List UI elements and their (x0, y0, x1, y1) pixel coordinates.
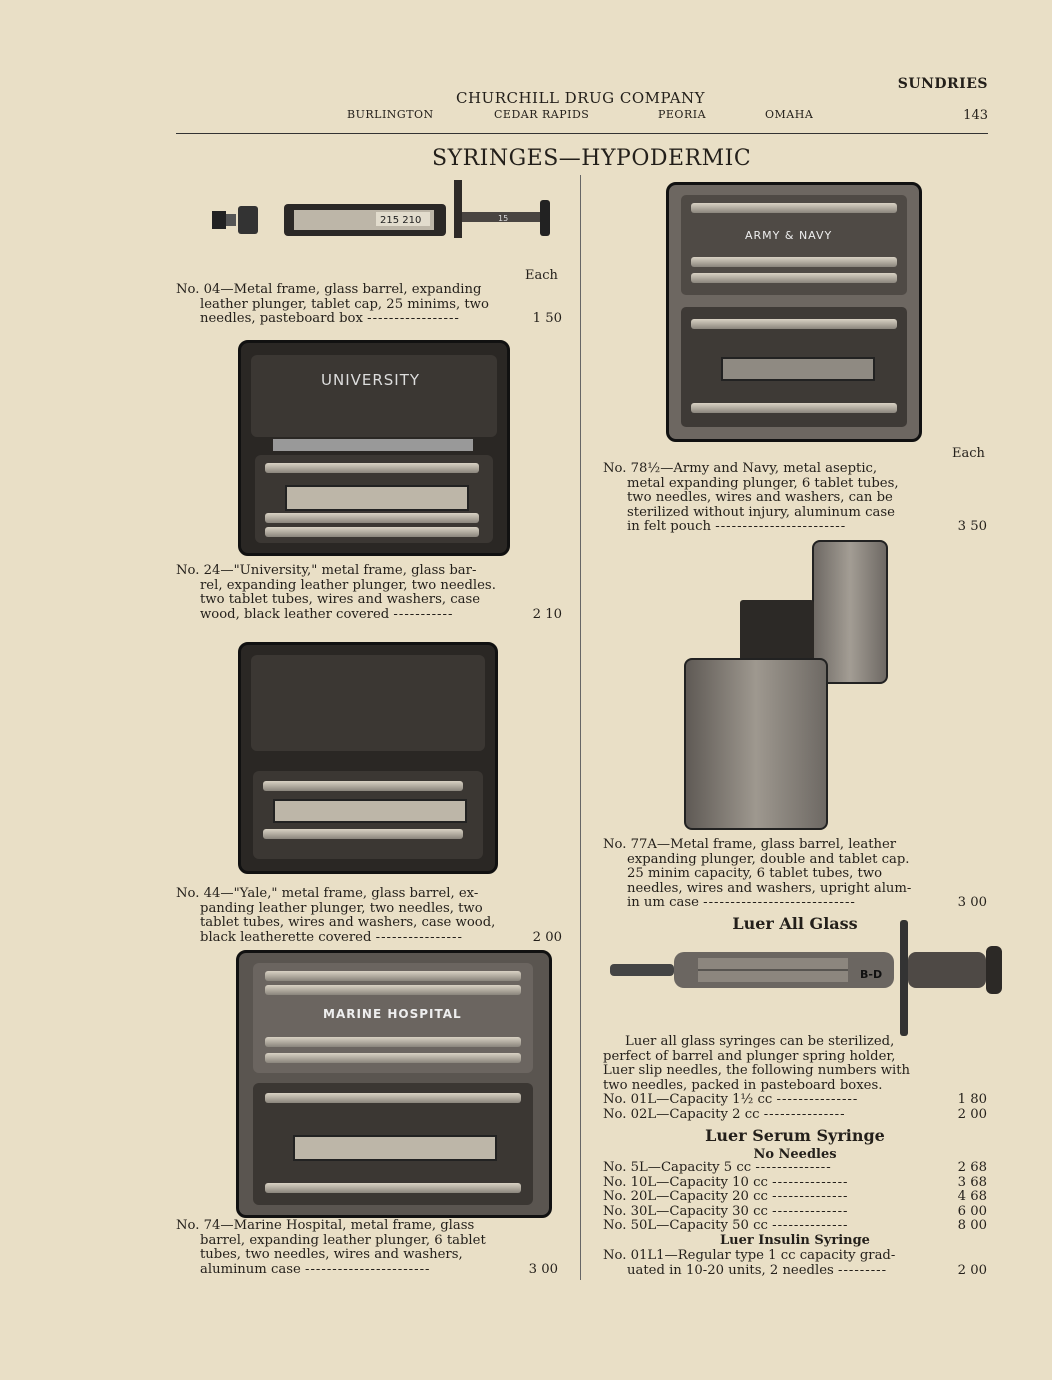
desc-line: Luer all glass syringes can be sterilized, (625, 1034, 895, 1049)
item-price: 3 00 (957, 895, 987, 910)
case-body (684, 658, 828, 830)
each-label-left: Each (525, 268, 558, 283)
item-line: No. 44—"Yale," metal frame, glass barrel, ex- (176, 886, 479, 901)
item-line: rel, expanding leather plunger, two needles. (200, 577, 496, 593)
syringe-barrel (285, 485, 469, 511)
list-item: No. 10L—Capacity 10 cc -------------- 3 68 (603, 1174, 987, 1190)
item-line: in um case ---------------------------- (627, 895, 856, 910)
list-item: No. 20L—Capacity 20 cc -------------- 4 68 (603, 1189, 987, 1204)
no-needles-subheading: No Needles (753, 1147, 837, 1162)
case-tray (255, 455, 493, 543)
luer-glass-syringe-illustration (608, 918, 1012, 1038)
item-78-half (603, 462, 987, 535)
item-price: 2 10 (532, 606, 562, 622)
item-line: needles, pasteboard box ----------------- (200, 311, 460, 326)
list-item: No. 50L—Capacity 50 cc -------------- 8 00 (603, 1218, 987, 1233)
case-lid (251, 655, 485, 751)
luer-insulin-heading: Luer Insulin Syringe (720, 1233, 870, 1248)
svg-text:15: 15 (498, 214, 509, 223)
item-line: wood, black leather covered ----------- (200, 606, 454, 622)
company-name: CHURCHILL DRUG COMPANY (456, 89, 706, 107)
desc-line: two needles, packed in pasteboard boxes. (603, 1077, 883, 1093)
item-44 (176, 887, 562, 945)
list-item: No. 30L—Capacity 30 cc -------------- 6 00 (603, 1203, 987, 1219)
syringe-04-illustration (208, 174, 556, 244)
luer-all-glass-description (603, 1035, 987, 1093)
item-line: No. 04—Metal frame, glass barrel, expanding (176, 282, 482, 297)
page-title: SYRINGES—HYPODERMIC (432, 146, 752, 171)
item-line: metal expanding plunger, 6 tablet tubes, (627, 475, 899, 491)
case-tray (253, 771, 483, 859)
item-line: two needles, wires and washers, can be (627, 490, 893, 505)
list-item: No. 01L—Capacity 1½ cc --------------- 1 80 (603, 1092, 987, 1107)
list-item: No. 5L—Capacity 5 cc -------------- 2 68 (603, 1160, 987, 1175)
city-cedar-rapids: CEDAR RAPIDS (494, 108, 590, 121)
item-line: expanding plunger, double and tablet cap. (627, 851, 910, 867)
city-peoria: PEORIA (658, 108, 707, 121)
item-line: barrel, expanding leather plunger, 6 tablet (200, 1232, 486, 1248)
case-lid (251, 355, 497, 437)
case-lid-label: MARINE HOSPITAL (323, 1007, 462, 1021)
tablet-tubes (740, 600, 814, 664)
each-label-right: Each (952, 446, 985, 461)
item-price: 2 00 (957, 1262, 987, 1278)
item-line: two tablet tubes, wires and washers, case (200, 592, 481, 607)
item-line: 25 minim capacity, 6 tablet tubes, two (627, 866, 883, 881)
university-case-illustration (238, 340, 510, 556)
luer-serum-heading: Luer Serum Syringe (705, 1126, 885, 1145)
section-title: SUNDRIES (897, 76, 988, 92)
item-price: 3 50 (957, 519, 987, 534)
item-price: 3 00 (528, 1261, 558, 1277)
luer-all-glass-list (603, 1093, 987, 1122)
city-burlington: BURLINGTON (347, 108, 434, 121)
item-line: panding leather plunger, two needles, two (200, 900, 483, 916)
case-hinge (273, 439, 473, 451)
item-line: uated in 10-20 units, 2 needles --------- (627, 1262, 888, 1278)
upright-case-illustration (680, 536, 900, 836)
header-rule (176, 133, 988, 134)
item-line: leather plunger, tablet cap, 25 minims, two (200, 296, 489, 312)
item-line: No. 77A—Metal frame, glass barrel, leather (603, 837, 897, 852)
marine-hospital-case-illustration (236, 950, 552, 1218)
list-item: No. 02L—Capacity 2 cc --------------- 2 00 (603, 1106, 987, 1122)
column-divider (580, 175, 581, 1280)
item-line: No. 01L1—Regular type 1 cc capacity grad- (603, 1248, 896, 1263)
item-04 (176, 283, 562, 327)
item-line: aluminum case ----------------------- (200, 1261, 431, 1277)
case-lid-label: UNIVERSITY (321, 371, 421, 389)
item-01l1 (603, 1249, 987, 1278)
item-line: tubes, two needles, wires and washers, (200, 1247, 463, 1262)
item-line: No. 74—Marine Hospital, metal frame, glass (176, 1218, 475, 1233)
item-line: No. 78½—Army and Navy, metal aseptic, (603, 461, 878, 476)
item-line: tablet tubes, wires and washers, case wood, (200, 915, 496, 930)
item-24 (176, 564, 562, 622)
item-line: needles, wires and washers, upright alum- (627, 880, 912, 896)
yale-case-illustration (238, 642, 498, 874)
desc-line: perfect of barrel and plunger spring holder, (603, 1048, 896, 1064)
case-lid-label: ARMY & NAVY (745, 229, 833, 242)
army-navy-case-illustration (666, 182, 922, 442)
item-74 (176, 1219, 558, 1277)
item-price: 2 00 (532, 929, 562, 945)
item-line: in felt pouch ------------------------ (627, 519, 847, 534)
city-omaha: OMAHA (765, 108, 814, 121)
item-line: black leatherette covered ---------------- (200, 929, 463, 945)
syringe-body (721, 357, 875, 381)
luer-serum-list (603, 1161, 987, 1234)
item-77a (603, 838, 987, 911)
syringe-barrel (273, 799, 467, 823)
page-number: 143 (963, 108, 988, 123)
syringe-barrel (293, 1135, 497, 1161)
desc-line: Luer slip needles, the following numbers with (603, 1063, 911, 1078)
luer-all-glass-heading: Luer All Glass (732, 914, 858, 933)
item-line: sterilized without injury, aluminum case (627, 504, 895, 520)
item-price: 1 50 (532, 311, 562, 326)
svg-text:215 210: 215 210 (380, 215, 422, 226)
item-line: No. 24—"University," metal frame, glass bar- (176, 563, 477, 578)
syringe-mark: B-D (860, 968, 883, 981)
